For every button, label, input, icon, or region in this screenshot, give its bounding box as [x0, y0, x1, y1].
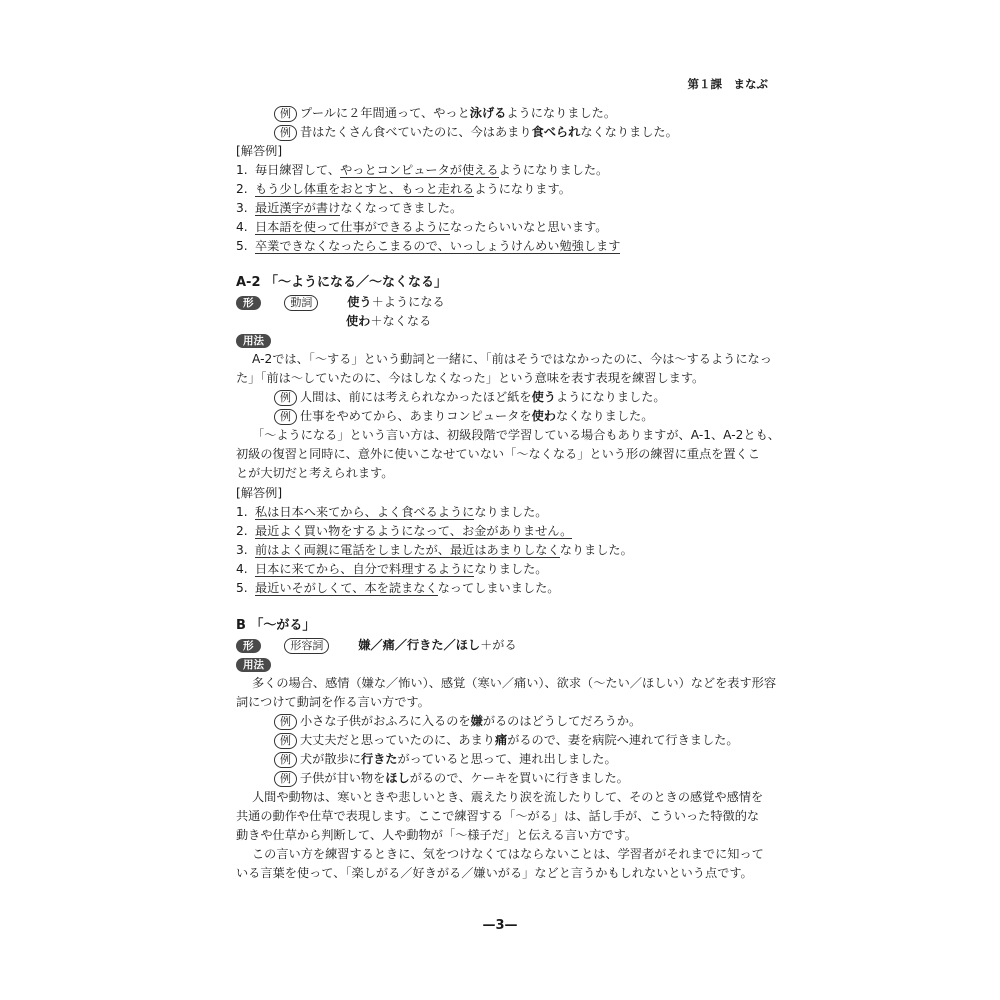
paragraph-line: 「〜ようになる」という言い方は、初級段階で学習している場合もありますが、A-1、A-2とも、 — [252, 428, 780, 442]
usage-badge: 用法 — [236, 658, 271, 672]
example-line: 例 小さな子供がおふろに入るのを嫌がるのはどうしてだろうか。 — [274, 712, 641, 730]
paragraph-line: この言い方を練習するときに、気をつけなくてはならないことは、学習者がそれまでに知って — [252, 847, 764, 861]
example-marker: 例 — [274, 771, 297, 787]
paragraph-line: 動きや仕草から判断して、人や動物が「〜様子だ」と伝える言い方です。 — [236, 828, 637, 842]
section-heading-b: B 「〜がる」 — [236, 618, 316, 633]
example-marker: 例 — [274, 106, 297, 122]
form-badge: 形 — [236, 296, 261, 310]
paragraph-line: A-2では、「〜する」という動詞と一緒に、「前はそうではなかったのに、今は〜するようになっ — [252, 352, 772, 366]
example-marker: 例 — [274, 409, 297, 425]
example-line: 例 大丈夫だと思っていたのに、あまり痛がるので、妻を病院へ連れて行きました。 — [274, 731, 739, 749]
pos-marker: 動詞 — [284, 295, 318, 311]
paragraph-line: 共通の動作や仕草で表現します。ここで練習する「〜がる」は、話し手が、こういった特徴的な — [236, 809, 760, 823]
answer-item: 1. 私は日本へ来てから、よく食べるようになりました。 — [236, 505, 548, 519]
form-row: 形 形容詞 嫌／痛／行きた／ほし＋がる — [236, 636, 517, 654]
usage-label — [236, 655, 271, 673]
answers-label: [解答例] — [236, 144, 283, 158]
answer-item: 2. もう少し体重をおとすと、もっと走れるようになります。 — [236, 182, 571, 196]
answers-label: [解答例] — [236, 486, 283, 500]
example-marker: 例 — [274, 733, 297, 749]
example-marker: 例 — [274, 714, 297, 730]
answer-item: 1. 毎日練習して、やっとコンピュータが使えるようになりました。 — [236, 163, 609, 177]
paragraph-line: 人間や動物は、寒いときや悲しいとき、震えたり涙を流したりして、そのときの感覚や感情を — [252, 790, 764, 804]
example-line: 例 人間は、前には考えられなかったほど紙を使うようになりました。 — [274, 388, 666, 406]
page-number: —3— — [482, 918, 518, 933]
answer-item: 3. 最近漢字が書けなくなってきました。 — [236, 201, 463, 215]
section-heading-a2: A-2 「〜ようになる／〜なくなる」 — [236, 275, 448, 290]
form-badge: 形 — [236, 639, 261, 653]
answer-item: 2. 最近よく買い物をするようになって、お金がありません。 — [236, 524, 573, 538]
answer-item: 3. 前はよく両親に電話をしましたが、最近はあまりしなくなりました。 — [236, 543, 633, 557]
example-line: 例 犬が散歩に行きたがっていると思って、連れ出しました。 — [274, 750, 617, 768]
answer-item: 5. 卒業できなくなったらこまるので、いっしょうけんめい勉強します — [236, 239, 621, 253]
example-line: 例 プールに２年間通って、やっと泳げるようになりました。 — [274, 104, 616, 122]
usage-label — [236, 331, 271, 349]
answer-item: 5. 最近いそがしくて、本を読まなくなってしまいました。 — [236, 581, 560, 595]
example-line: 例 子供が甘い物をほしがるので、ケーキを買いに行きました。 — [274, 769, 629, 787]
usage-badge: 用法 — [236, 334, 271, 348]
form-row: 使わ＋なくなる — [346, 314, 432, 328]
answer-item: 4. 日本語を使って仕事ができるようになったらいいなと思います。 — [236, 220, 608, 234]
paragraph-line: いる言葉を使って、「楽しがる／好きがる／嫌いがる」などと言うかもしれないという点です。 — [236, 866, 753, 880]
example-line: 例 昔はたくさん食べていたのに、今はあまり食べられなくなりました。 — [274, 123, 678, 141]
example-marker: 例 — [274, 390, 297, 406]
pos-marker: 形容詞 — [284, 638, 329, 654]
example-line: 例 仕事をやめてから、あまりコンピュータを使わなくなりました。 — [274, 407, 653, 425]
answer-item: 4. 日本に来てから、自分で料理するようになりました。 — [236, 562, 548, 576]
paragraph-line: 多くの場合、感情（嫌な／怖い）、感覚（寒い／痛い）、欲求（〜たい／ほしい）などを表す形容 — [252, 676, 777, 690]
paragraph-line: とが大切だと考えられます。 — [236, 466, 394, 480]
running-head: 第１課 まなぶ — [687, 77, 768, 91]
form-row: 形 動詞 使う＋ようになる — [236, 293, 445, 311]
paragraph-line: 初級の復習と同時に、意外に使いこなせていない「〜なくなる」という形の練習に重点を置くこ — [236, 447, 761, 461]
example-marker: 例 — [274, 752, 297, 768]
example-marker: 例 — [274, 125, 297, 141]
paragraph-line: た」「前は〜していたのに、今はしなくなった」という意味を表す表現を練習します。 — [236, 371, 705, 385]
paragraph-line: 詞につけて動詞を作る言い方です。 — [236, 695, 430, 709]
